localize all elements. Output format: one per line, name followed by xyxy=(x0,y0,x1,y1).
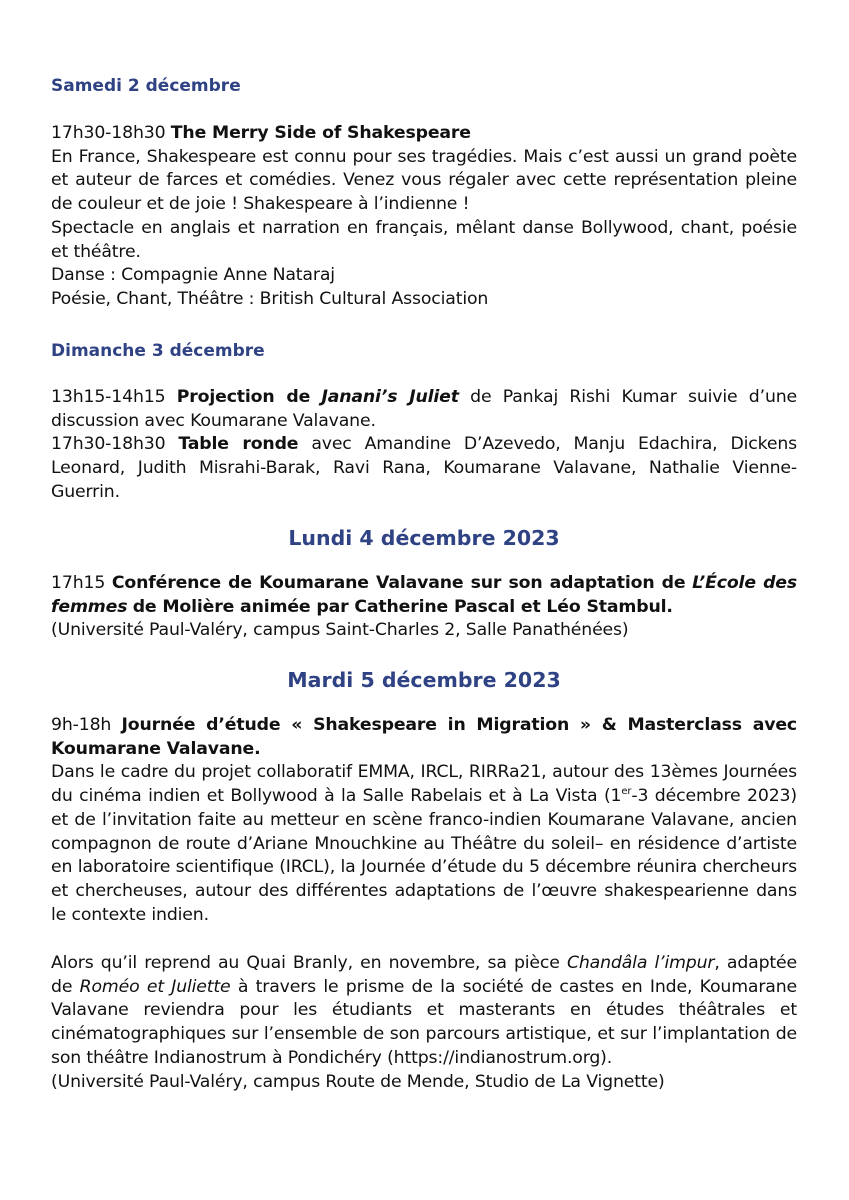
sunday-e1-film: Janani’s Juliet xyxy=(321,387,459,407)
tuesday-time: 9h-18h xyxy=(51,715,112,735)
monday-title-part2: de Molière animée par Catherine Pascal et Léo Stambul. xyxy=(132,596,673,617)
tuesday-p2-romeo: Roméo et Juliette xyxy=(79,976,231,997)
monday-title-italic: L’École des femmes xyxy=(51,573,798,617)
sunday-e1-time: 13h15-14h15 xyxy=(51,387,166,407)
tuesday-p1-sup: er xyxy=(621,786,632,798)
saturday-description-2: Spectacle en anglais et narration en français, mêlant danse Bollywood, chant, poésie et théâtre. xyxy=(51,217,797,262)
tuesday-p2-c: à travers le prisme de la société de castes en Inde, Koumarane Valavane reviendra pour les étudiants et masterants en études théâtrales et cinématographiques sur l’ensemble de son parcours artistique, et sur l’implantation de son théâtre Indianostrum à Pondichéry (https://indianostrum.org). xyxy=(51,976,797,1068)
saturday-event xyxy=(51,122,797,312)
tuesday-p2-play: Chandâla l’impur xyxy=(566,953,715,973)
monday-location: (Université Paul-Valéry, campus Saint-Charles 2, Salle Panathénées) xyxy=(51,620,629,641)
saturday-description: En France, Shakespeare est connu pour ses tragédies. Mais c’est aussi un grand poète et auteur de farces et comédies. Venez vous régaler avec cette représentation pleine de couleur et de joie ! Shakespeare à l’indienne ! xyxy=(51,146,797,215)
sunday-events xyxy=(51,386,797,505)
tuesday-p2-b: , adaptée de xyxy=(51,953,798,997)
monday-time: 17h15 xyxy=(51,573,106,593)
section-monday xyxy=(51,526,797,550)
sunday-e2-title: Table ronde xyxy=(178,434,299,455)
tuesday-paragraph-2-block xyxy=(51,952,797,1094)
monday-event xyxy=(51,572,797,643)
sunday-e1-prefix: Projection de xyxy=(176,387,311,407)
saturday-time: 17h30-18h30 xyxy=(51,123,166,143)
sunday-event-1 xyxy=(51,386,797,433)
monday-heading: Lundi 4 décembre 2023 xyxy=(288,526,560,550)
section-sunday xyxy=(51,341,797,361)
sunday-e2-time: 17h30-18h30 xyxy=(51,434,166,455)
tuesday-event xyxy=(51,714,797,927)
saturday-credit-poetry: Poésie, Chant, Théâtre : British Cultural Association xyxy=(51,288,489,309)
tuesday-paragraph-2 xyxy=(51,952,797,1094)
monday-title-part1: Conférence de Koumarane Valavane sur son adaptation de xyxy=(111,573,686,593)
saturday-heading: Samedi 2 décembre xyxy=(51,76,241,96)
monday-event-text xyxy=(51,572,797,643)
saturday-event-text xyxy=(51,122,797,312)
tuesday-p2-a: Alors qu’il reprend au Quai Branly, en novembre, sa pièce xyxy=(51,953,560,973)
tuesday-paragraph-1 xyxy=(51,714,797,927)
saturday-title: The Merry Side of Shakespeare xyxy=(170,123,471,143)
saturday-credit-dance: Danse : Compagnie Anne Nataraj xyxy=(51,265,335,286)
tuesday-location: (Université Paul-Valéry, campus Route de Mende, Studio de La Vignette) xyxy=(51,1071,665,1092)
tuesday-p1-b: -3 décembre 2023) et de l’invitation faite au metteur en scène franco-indien Koumarane Valavane, ancien compagnon de route d’Ariane Mnouchkine au Théâtre du soleil– en résidence d’artiste en laboratoire scientifique (IRCL), la Journée d’étude du 5 décembre réunira chercheurs et chercheuses, autour des différentes adaptations de l’œuvre shakespearienne dans le contexte indien. xyxy=(51,786,797,925)
sunday-e1-rest: de Pankaj Rishi Kumar suivie d’une discussion avec Koumarane Valavane. xyxy=(51,387,798,431)
tuesday-heading: Mardi 5 décembre 2023 xyxy=(287,668,561,692)
sunday-heading: Dimanche 3 décembre xyxy=(51,341,265,361)
tuesday-p1-a: Dans le cadre du projet collaboratif EMMA, IRCL, RIRRa21, autour des 13èmes Journées du cinéma indien et Bollywood à la Salle Rabelais et à La Vista (1 xyxy=(51,762,797,807)
sunday-event-2 xyxy=(51,433,797,504)
section-saturday xyxy=(51,76,797,96)
tuesday-title: Journée d’étude « Shakespeare in Migration » & Masterclass avec Koumarane Valavane. xyxy=(51,715,797,759)
sunday-e2-rest: avec Amandine D’Azevedo, Manju Edachira, Dickens Leonard, Judith Misrahi-Barak, Ravi Rana, Koumarane Valavane, Nathalie Vienne-Guerrin. xyxy=(51,434,797,502)
section-tuesday xyxy=(51,668,797,692)
